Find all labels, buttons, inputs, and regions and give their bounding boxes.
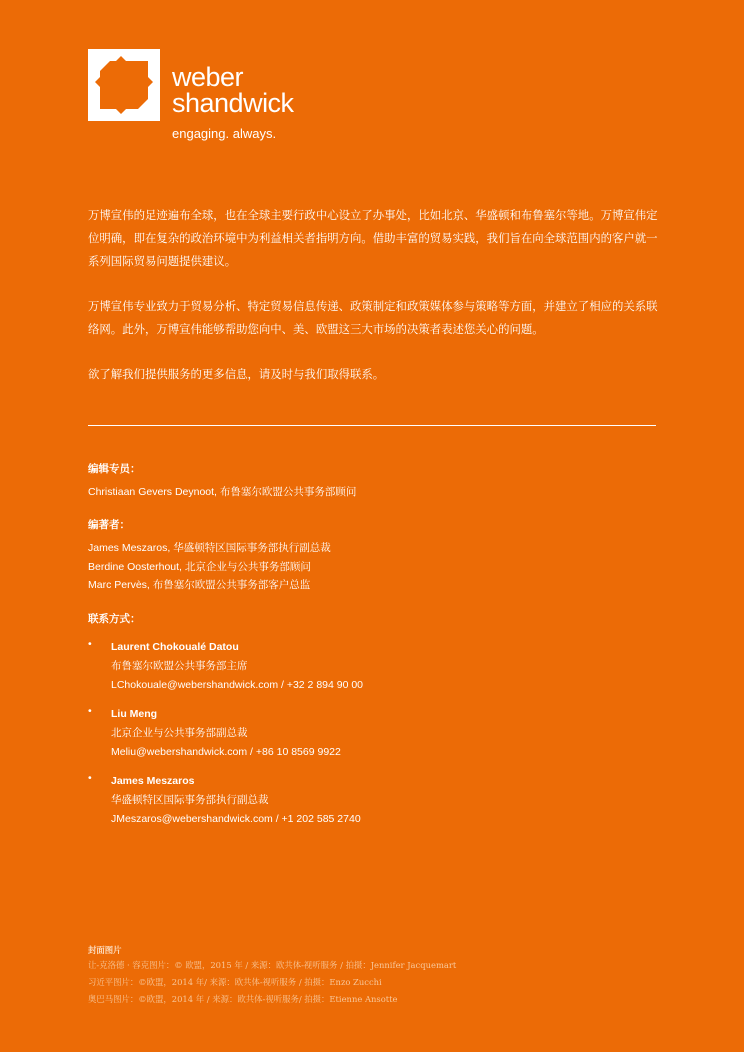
cover-credit-line: 奥巴马图片：©欧盟，2014 年 / 来源：欧共体-视听服务/ 拍摄：Etienne Ansotte: [88, 994, 398, 1004]
contact-item: [88, 705, 488, 762]
bullet-icon: •: [88, 705, 92, 717]
contact-role: 华盛顿特区国际事务部执行副总裁: [111, 794, 269, 806]
contact-info: LChokouale@webershandwick.com / +32 2 894 90 00: [111, 679, 364, 691]
editor-section: [88, 461, 356, 502]
author-name: Marc Pervès,: [88, 579, 150, 591]
intro-paragraph-2: 万博宣伟专业致力于贸易分析、特定贸易信息传递、政策制定和政策媒体参与策略等方面，并建立了相应的关系联络网。此外，万博宣伟能够帮助您向中、美、欧盟这三大市场的决策者表述您关心的问题。: [88, 299, 658, 336]
editor-name: Christiaan Gevers Deynoot,: [88, 486, 217, 498]
intro-paragraph-1: 万博宣伟的足迹遍布全球，也在全球主要行政中心设立了办事处，比如北京、华盛顿和布鲁塞尔等地。万博宣伟定位明确，即在复杂的政治环境中为利益相关者指明方向。借助丰富的贸易实践，我们旨在向全球范围内的客户就一系列国际贸易问题提供建议。: [88, 208, 658, 268]
author-line: [88, 558, 331, 577]
authors-label: 编著者：: [88, 519, 130, 531]
cover-credits-title: 封面图片: [88, 945, 122, 955]
author-role: 北京企业与公共事务部顾问: [184, 560, 311, 573]
author-role: 布鲁塞尔欧盟公共事务部客户总监: [152, 579, 311, 591]
contact-name: Liu Meng: [111, 708, 158, 720]
contact-item: [88, 638, 488, 695]
brand-tagline: engaging. always.: [172, 126, 277, 141]
contact-info: Meliu@webershandwick.com / +86 10 8569 9922: [111, 746, 341, 758]
contact-item: [88, 772, 488, 829]
contact-name: Laurent Chokoualé Datou: [111, 641, 239, 653]
bullet-icon: •: [88, 772, 92, 784]
contact-name: James Meszaros: [111, 775, 195, 787]
author-name: James Meszaros,: [88, 542, 171, 554]
cover-credit-line: 让-克洛德 · 容克图片：© 欧盟，2015 年 / 来源：欧共体-视听服务 / 拍摄：Jennifer Jacquemart: [88, 960, 457, 970]
brand-name-line2: shandwick: [172, 88, 294, 118]
author-name: Berdine Oosterhout,: [88, 560, 182, 573]
contacts-list: [88, 638, 488, 839]
contacts-label-text: 联系方式：: [88, 613, 141, 625]
contacts-label: [88, 611, 141, 633]
contact-role: 布鲁塞尔欧盟公共事务部主席: [111, 660, 248, 672]
author-role: 华盛顿特区国际事务部执行副总裁: [173, 542, 331, 554]
contact-info: JMeszaros@webershandwick.com / +1 202 585 2740: [111, 813, 361, 825]
cover-credit-line: 习近平图片：©欧盟，2014 年/ 来源：欧共体-视听服务 / 拍摄：Enzo Zucchi: [88, 977, 382, 987]
contact-role: 北京企业与公共事务部副总裁: [111, 727, 248, 739]
authors-section: [88, 517, 331, 595]
brand-name: [172, 64, 294, 116]
editor-line: [88, 483, 356, 502]
intro-paragraph-3: 欲了解我们提供服务的更多信息，请及时与我们取得联系。: [88, 367, 385, 381]
editor-label: 编辑专员：: [88, 463, 141, 475]
cover-credits: [88, 943, 456, 1008]
bullet-icon: •: [88, 638, 92, 650]
editor-role: 布鲁塞尔欧盟公共事务部顾问: [219, 486, 357, 498]
intro-text: [88, 204, 668, 408]
brand-name-line1: weber: [172, 62, 244, 92]
author-line: [88, 576, 331, 595]
section-divider: [88, 425, 656, 426]
weber-shandwick-logo-icon: [88, 49, 160, 121]
author-line: [88, 539, 331, 558]
